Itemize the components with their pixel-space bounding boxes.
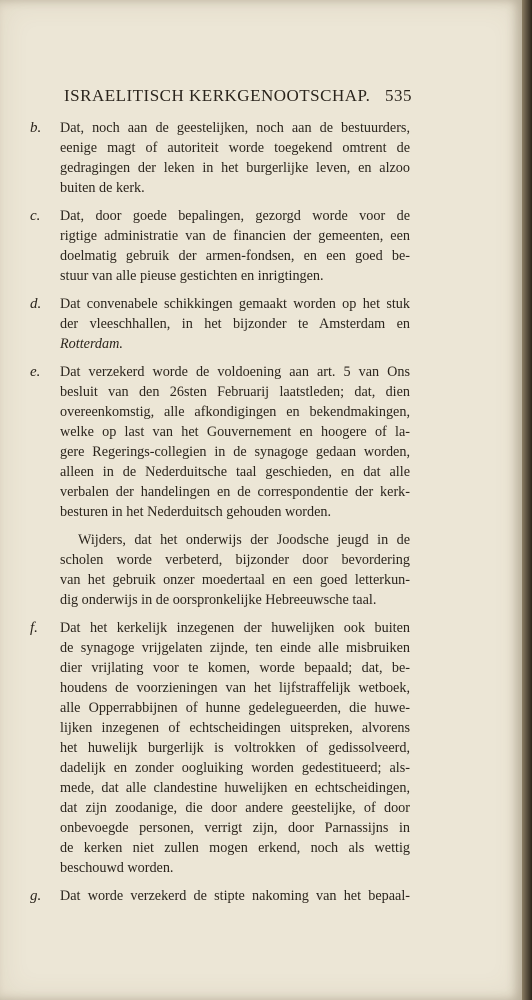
text-line: lijken inzegenen of echtscheidingen uitspreken, alvorens: [60, 720, 410, 736]
text-line: dig onderwijs in de oorspronkelijke Hebreeuwsche taal.: [60, 592, 377, 608]
item-marker: c.: [30, 208, 41, 224]
text-line: gedragingen der leken in het burgerlijke leven, en alzoo: [60, 160, 410, 176]
text-line: Wijders, dat het onderwijs der Joodsche jeugd in de: [78, 532, 410, 548]
text-line: eenige magt of autoriteit worde toegekend omtrent de: [60, 140, 410, 156]
list-item-e: [30, 362, 410, 522]
text-line: Dat verzekerd worde de voldoening aan art. 5 van Ons: [60, 364, 410, 380]
text-line: het huwelijk burgerlijk is voltrokken of gedissolveerd,: [60, 740, 410, 756]
text-line: dat zijn zoodanige, die door andere geestelijke, of door: [60, 800, 410, 816]
text-line: onbevoegde personen, verrigt zijn, door Parnassijns in: [60, 820, 410, 836]
text-line: Dat, door goede bepalingen, gezorgd worde voor de: [60, 208, 410, 224]
item-marker: b.: [30, 120, 42, 136]
text-line: scholen worde verbeterd, bijzonder door bevordering: [60, 552, 410, 568]
text-line: dadelijk en zonder oogluiking worden gedestitueerd; als-: [60, 760, 410, 776]
item-marker: d.: [30, 296, 42, 312]
list-item-c: [30, 206, 410, 286]
text-line: Dat, noch aan de geestelijken, noch aan de bestuurders,: [60, 120, 410, 136]
page-number: 535: [385, 86, 412, 105]
item-marker: e.: [30, 364, 41, 380]
list-item-d: [30, 294, 410, 354]
text-line: van het gebruik onzer moedertaal en een goed letterkun-: [60, 572, 410, 588]
text-line: der vleeschhallen, in het bijzonder te Amsterdam en: [60, 316, 410, 332]
text-line: de kerken niet zullen mogen erkend, noch als wettig: [60, 840, 410, 856]
paragraph-wijders: [30, 530, 410, 610]
text-line: besluit van den 26sten Februarij laatstleden; dat, dien: [60, 384, 410, 400]
text-line: Dat convenabele schikkingen gemaakt worden op het stuk: [60, 296, 410, 312]
text-line: Dat worde verzekerd de stipte nakoming van het bepaal-: [60, 888, 410, 904]
text-line: welke op last van het Gouvernement en hoogere of la-: [60, 424, 410, 440]
page-edge-shadow: [522, 0, 532, 1000]
item-marker: g.: [30, 888, 42, 904]
text-line: verbalen der handelingen en de correspondentie der kerk-: [60, 484, 410, 500]
text-line: stuur van alle pieuse gestichten en inrigtingen.: [60, 268, 324, 284]
text-line: dier vrijlating voor te komen, worde bepaald; dat, be-: [60, 660, 410, 676]
text-line: rigtige administratie van de financien der gemeenten, een: [60, 228, 410, 244]
text-line: alleen in de Nederduitsche taal geschieden, en dat alle: [60, 464, 410, 480]
list-item-f: [30, 618, 410, 878]
text-line: de synagoge vrijgelaten zijnde, ten einde alle misbruiken: [60, 640, 410, 656]
text-line: buiten de kerk.: [60, 180, 145, 196]
list-item-b: [30, 118, 410, 198]
text-line: doelmatig gebruik der armen-fondsen, en een goed be-: [60, 248, 410, 264]
text-line: besturen in het Nederduitsch gehouden worden.: [60, 504, 332, 520]
text-line: overeenkomstig, alle afkondigingen en bekendmakingen,: [60, 404, 410, 420]
text-line: Dat het kerkelijk inzegenen der huwelijken ook buiten: [60, 620, 410, 636]
text-line: houdens de voorzieningen van het lijfstraffelijk wetboek,: [60, 680, 410, 696]
item-marker: f.: [30, 620, 38, 636]
text-line: Rotterdam.: [60, 336, 123, 352]
text-line: beschouwd worden.: [60, 860, 174, 876]
text-line: mede, dat alle clandestine huwelijken en echtscheidingen,: [60, 780, 410, 796]
text-line: gere Regerings-collegien in de synagoge gedaan worden,: [60, 444, 410, 460]
text-line: alle Opperrabbijnen of hunne gedelegueerden, die huwe-: [60, 700, 410, 716]
body-text: [30, 118, 410, 914]
running-title: ISRAELITISCH KERKGENOOTSCHAP.: [64, 86, 371, 105]
list-item-g: [30, 886, 410, 906]
